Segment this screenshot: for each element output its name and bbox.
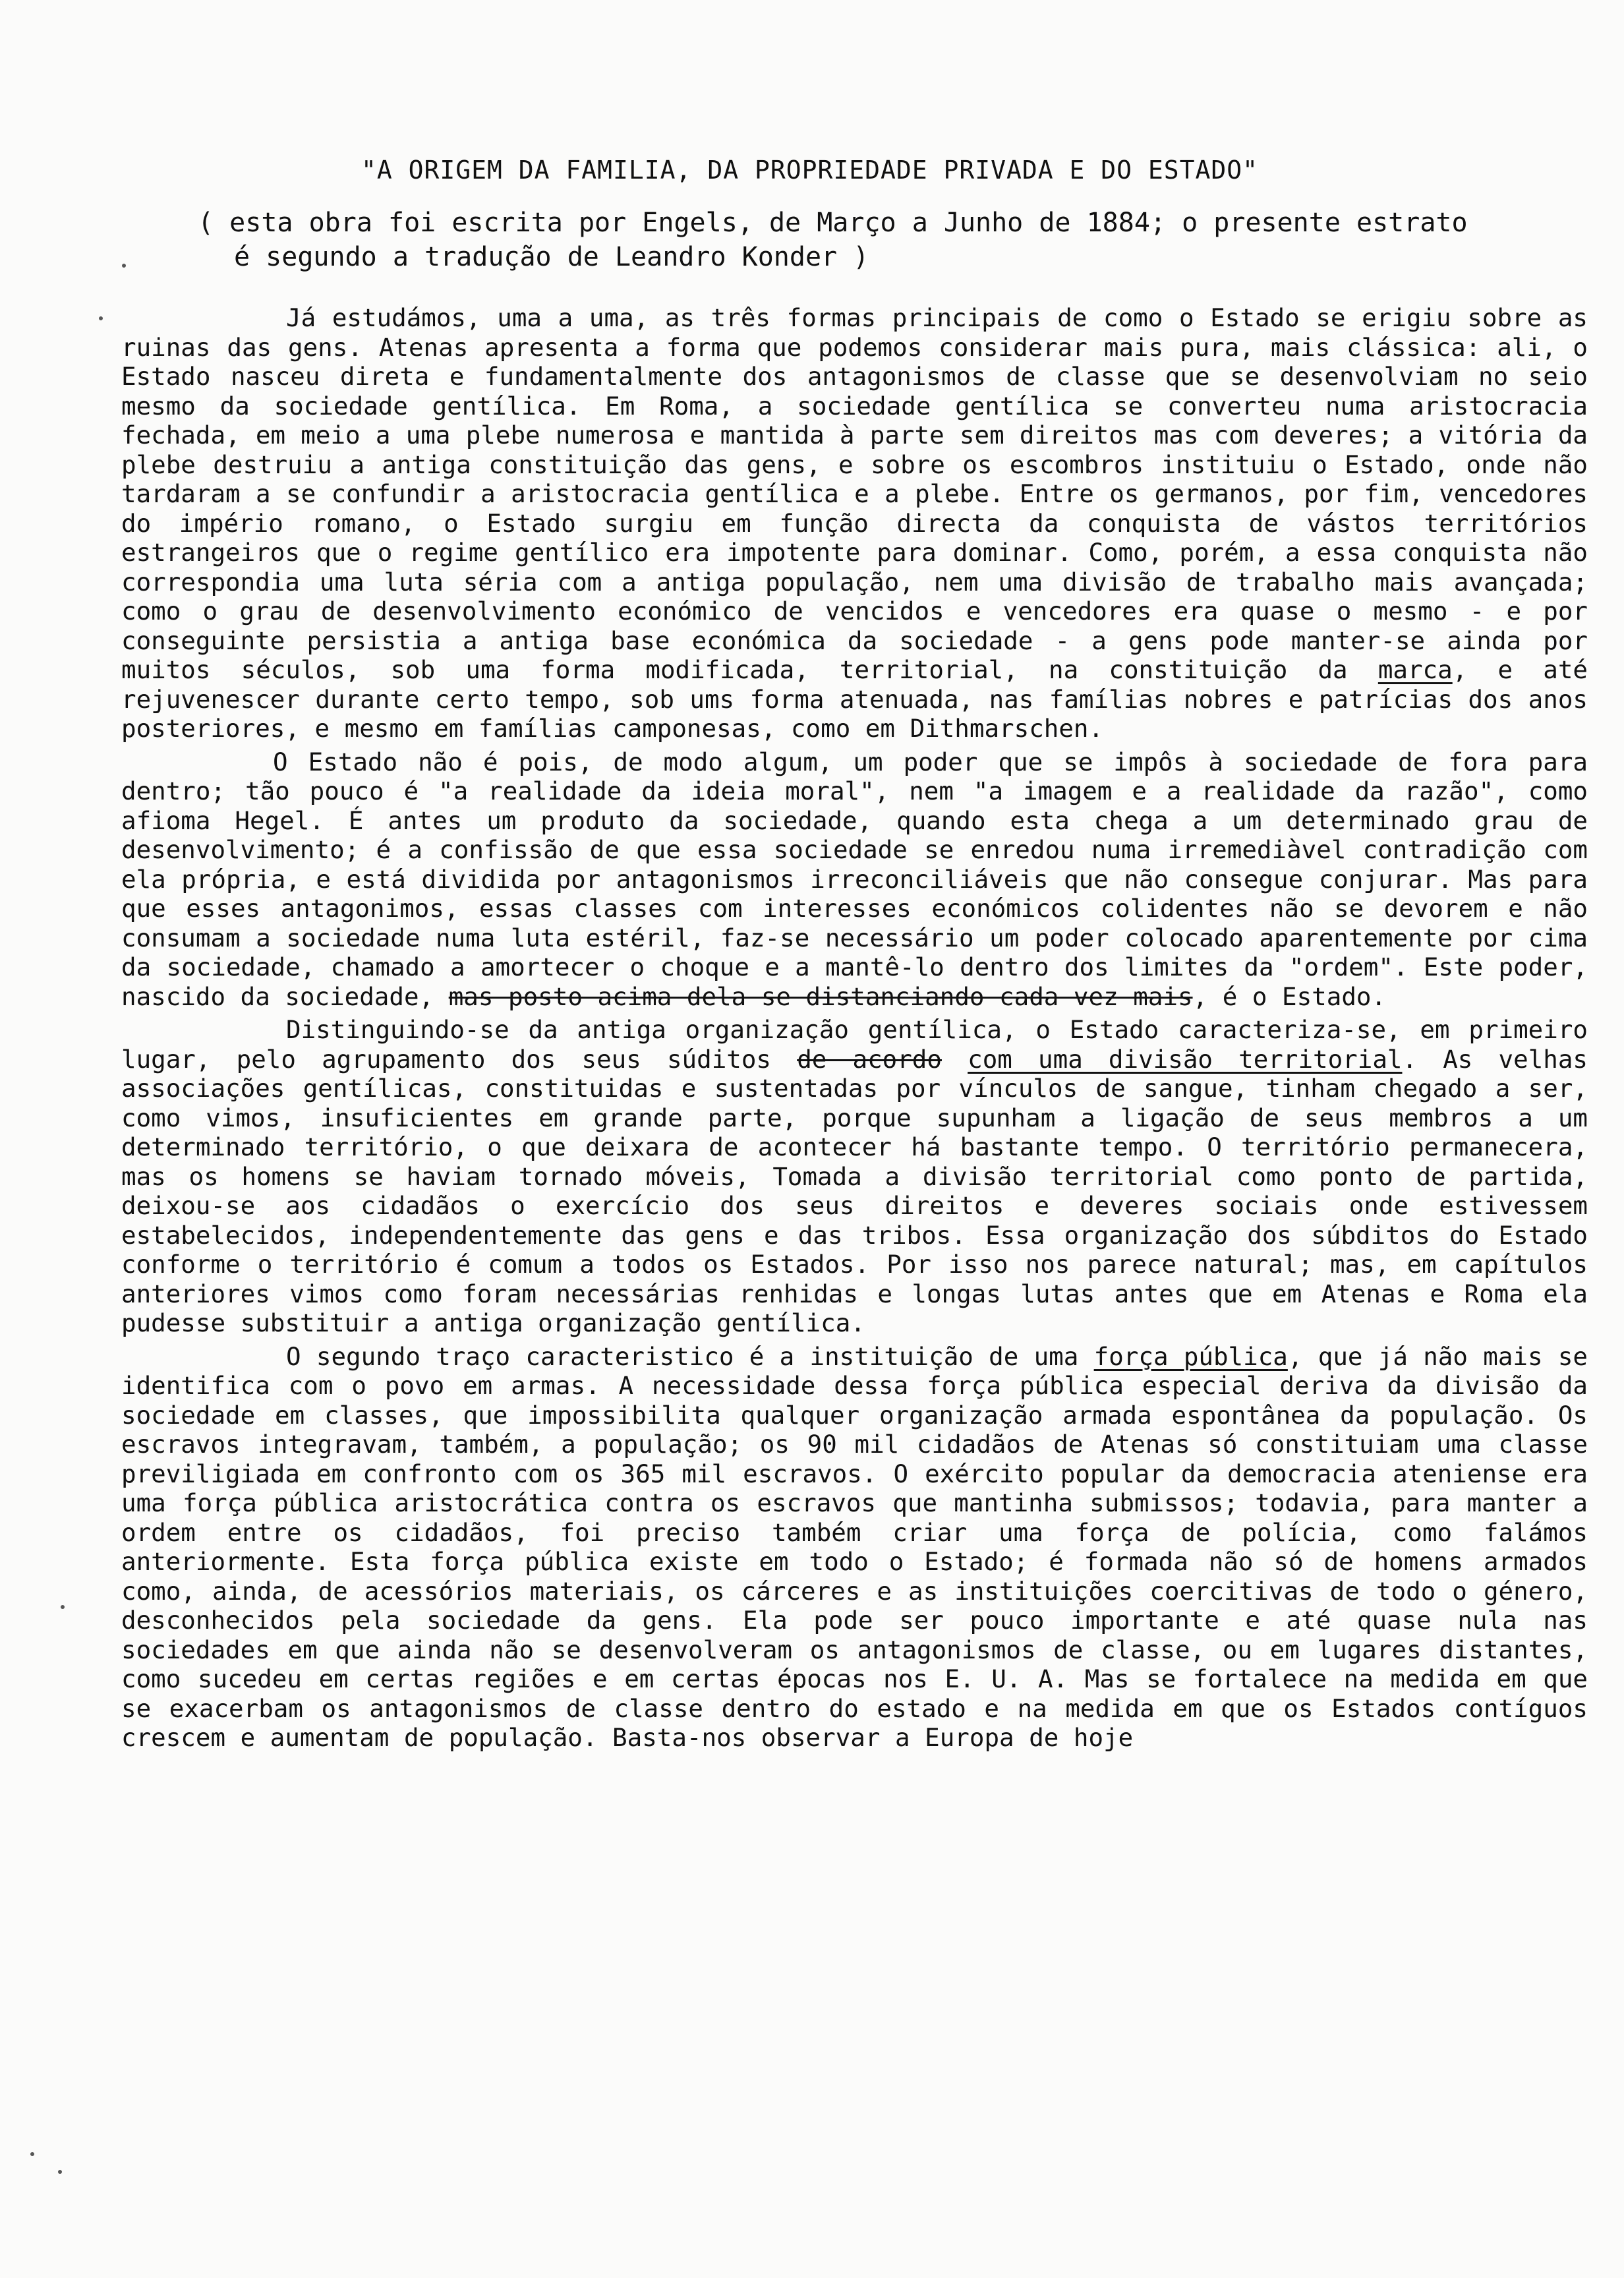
paragraph-3-struck: de acordo [797,1044,942,1074]
scan-speck [99,316,103,320]
paragraph-1-text: Já estudámos, uma a uma, as três formas principais de como o Estado se erigiu sobre as ruinas das gens. Atenas apresenta a forma que podemos considerar mais pura, mais clássica: ali, o Estado nasceu direta e fundamentalmente dos antagonismos de classe que se desenvolviam no seio mesmo da sociedade gentílica. Em Roma, a sociedade gentílica se converteu numa aristocracia fechada, em meio a uma plebe numerosa e mantida à parte sem direitos mas com deveres; a vitória da plebe destruiu a antiga constituição das gens, e sobre os escombros instituiu o Estado, onde não tardaram a se confundir a aristocracia gentílica e a plebe. Entre os germanos, por fim, vencedores do império romano, o Estado surgiu em função directa da conquista de vástos territórios estrangeiros que o regime gentílico era impotente para dominar. Como, porém, a essa conquista não correspondia uma luta séria com a antiga população, nem uma divisão de trabalho mais avançada; como o grau de desenvolvimento económico de vencidos e vencedores era quase o mesmo - e por conseguinte persistia a antiga base económica da sociedade - a gens pode manter-se ainda por muitos séculos, sob uma forma modificada, territorial, na constituição da [121,303,1588,684]
paragraph-2-text: O Estado não é pois, de modo algum, um poder que se impôs à sociedade de fora para dentro; tão pouco é "a realidade da ideia moral", nem "a imagem e a realidade da razão", como afioma Hegel. É antes um produto da sociedade, quando esta chega a um determinado grau de desenvolvimento; é a confissão de que essa sociedade se enredou numa irremediàvel contradição com ela própria, e está dividida por antagonismos irreconciliáveis que não consegue conjurar. Mas para que esses antagonimos, essas classes com interesses económicos colidentes não se devorem e não consumam a sociedade numa luta estéril, faz-se necessário um poder colocado aparentemente por cima da sociedade, chamado a amortecer o choque e a mantê-lo dentro dos limites da "ordem". Este poder, nascido da sociedade, [121,747,1588,1011]
scan-speck [122,264,126,268]
paragraph-2-struck: mas posto acima dela se distanciando cada vez mais [448,981,1193,1011]
subtitle-line-1: ( esta obra foi escrita por Engels, de Março a Junho de 1884; o presente estrato [198,208,1468,238]
paragraph-4-text-after: , que já não mais se identifica com o povo em armas. A necessidade dessa força pública especial deriva da divisão da sociedade em classes, que impossibilita qualquer organização armada espontânea da população. Os escravos integravam, também, a população; os 90 mil cidadãos de Atenas só constituiam uma classe previligiada em confronto com os 365 mil escravos. O exército popular da democracia ateniense era uma força pública aristocrática contra os escravos que mantinha submissos; todavia, para manter a ordem entre os cidadãos, foi preciso também criar uma força de polícia, como falámos anteriormente. Esta força pública existe em todo o Estado; é formada não só de homens armados como, ainda, de acessórios materiais, os cárceres e as instituições coercitivas de todo o género, desconhecidos pela sociedade da gens. Ela pode ser pouco importante e até quase nula nas sociedades em que ainda não se desenvolveram os antagonismos de classe, ou em lugares distantes, como sucedeu em certas regiões e em certas épocas nos E. U. A. Mas se fortalece na medida em que se exacerbam os antagonismos de classe dentro do estado e na medida em que os Estados contíguos crescem e aumentam de população. Basta-nos observar a Europa de hoje [121,1341,1588,1752]
document-body [121,303,1588,1757]
paragraph-2 [121,747,1588,1012]
paragraph-1-text-after: , e até rejuvenescer durante certo tempo, sob ums forma atenuada, nas famílias nobres e patrícias dos anos posteriores, e mesmo em famílias camponesas, como em Dithmarschen. [121,655,1588,743]
scan-speck [58,2170,62,2174]
document-subtitle [198,206,1549,274]
paragraph-3-underlined: com uma divisão territorial [968,1044,1403,1074]
paragraph-4-underlined: força pública [1093,1341,1288,1371]
paragraph-3-text: Distinguindo-se da antiga organização gentílica, o Estado caracteriza-se, em primeiro lugar, pelo agrupamento dos seus súditos [121,1015,1588,1074]
paragraph-4 [121,1342,1588,1753]
paragraph-3 [121,1015,1588,1338]
paragraph-1-underlined: marca [1378,655,1453,684]
paragraph-1 [121,303,1588,744]
scan-speck [30,2152,34,2156]
paragraph-3-text-after: . As velhas associações gentílicas, constituidas e sustentadas por vínculos de sangue, tinham chegado a ser, como vimos, insuficientes em grande parte, porque supunham a ligação de seus membros a um determinado território, o que deixara de acontecer há bastante tempo. O território permanecera, mas os homens se haviam tornado móveis, Tomada a divisão territorial como ponto de partida, deixou-se aos cidadãos o exercício dos seus direitos e deveres sociais onde estivessem estabelecidos, independentemente das gens e das tribos. Essa organização dos súbditos do Estado conforme o território é comum a todos os Estados. Por isso nos parece natural; mas, em capítulos anteriores vimos como foram necessárias renhidas e longas lutas antes que em Atenas e Roma ela pudesse substituir a antiga organização gentílica. [121,1044,1588,1337]
paragraph-4-text: O segundo traço caracteristico é a instituição de uma [286,1341,1094,1371]
scan-speck [61,1605,65,1609]
paragraph-2-text-after: , é o Estado. [1192,981,1387,1011]
subtitle-line-2: é segundo a tradução de Leandro Konder ) [234,242,869,272]
document-title: "A ORIGEM DA FAMILIA, DA PROPRIEDADE PRIVADA E DO ESTADO" [361,156,1259,185]
